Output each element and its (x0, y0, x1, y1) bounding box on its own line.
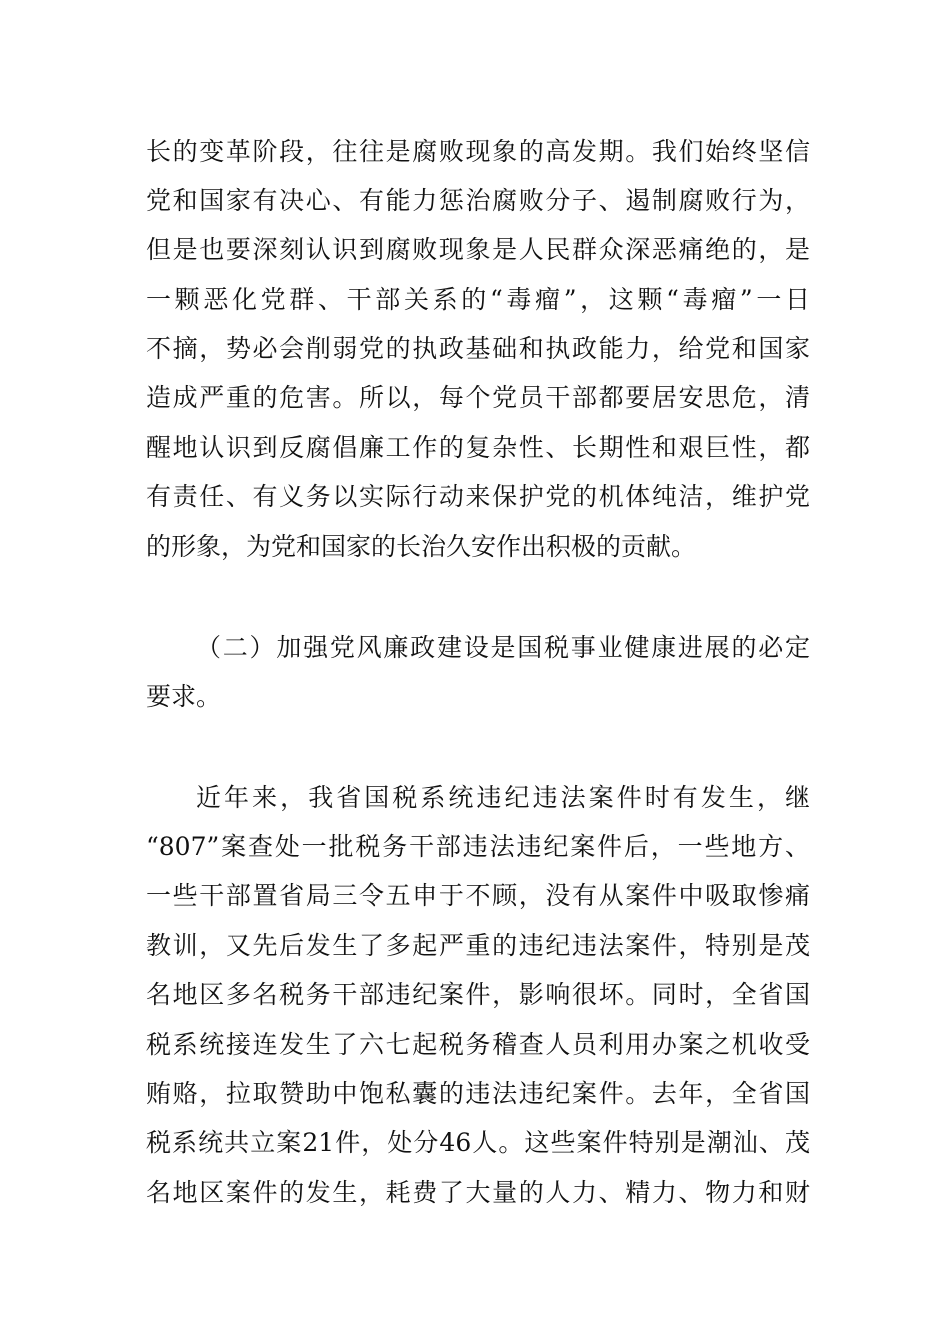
paragraph-2-line: 近年来，我省国税系统违纪违法案件时有发生，继 (196, 783, 810, 812)
paragraph-2-line: 税系统共立案21件，处分46人。这些案件特别是潮汕、茂 (146, 1128, 810, 1157)
paragraph-1-line: 有责任、有义务以实际行动来保护党的机体纯洁，维护党 (146, 482, 810, 511)
paragraph-1-line: 的形象，为党和国家的长治久安作出积极的贡献。 (146, 532, 697, 561)
paragraph-2-line: 税系统接连发生了六七起税务稽查人员利用办案之机收受 (146, 1030, 810, 1059)
paragraph-2-line: “807”案查处一批税务干部违法违纪案件后，一些地方、 (146, 832, 810, 861)
paragraph-1-line: 一颗恶化党群、干部关系的“毒瘤”，这颗“毒瘤”一日 (146, 285, 810, 314)
paragraph-1-line: 不摘，势必会削弱党的执政基础和执政能力，给党和国家 (146, 334, 810, 363)
section-heading-line: 要求。 (146, 682, 222, 711)
paragraph-1-line: 醒地认识到反腐倡廉工作的复杂性、长期性和艰巨性，都 (146, 433, 810, 462)
paragraph-1-line: 党和国家有决心、有能力惩治腐败分子、遏制腐败行为， (146, 186, 810, 215)
paragraph-2-line: 一些干部置省局三令五申于不顾，没有从案件中吸取惨痛 (146, 881, 810, 910)
section-heading-line: （二）加强党风廉政建设是国税事业健康进展的必定 (196, 633, 810, 662)
paragraph-2-line: 教训，又先后发生了多起严重的违纪违法案件，特别是茂 (146, 931, 810, 960)
paragraph-2-line: 名地区案件的发生，耗费了大量的人力、精力、物力和财 (146, 1178, 810, 1207)
paragraph-2-line: 贿赂，拉取赞助中饱私囊的违法违纪案件。去年，全省国 (146, 1079, 810, 1108)
paragraph-1-line: 长的变革阶段，往往是腐败现象的高发期。我们始终坚信 (146, 137, 810, 166)
paragraph-1-line: 但是也要深刻认识到腐败现象是人民群众深恶痛绝的，是 (146, 235, 810, 264)
paragraph-2-line: 名地区多名税务干部违纪案件，影响很坏。同时，全省国 (146, 980, 810, 1009)
paragraph-1-line: 造成严重的危害。所以，每个党员干部都要居安思危，清 (146, 383, 810, 412)
